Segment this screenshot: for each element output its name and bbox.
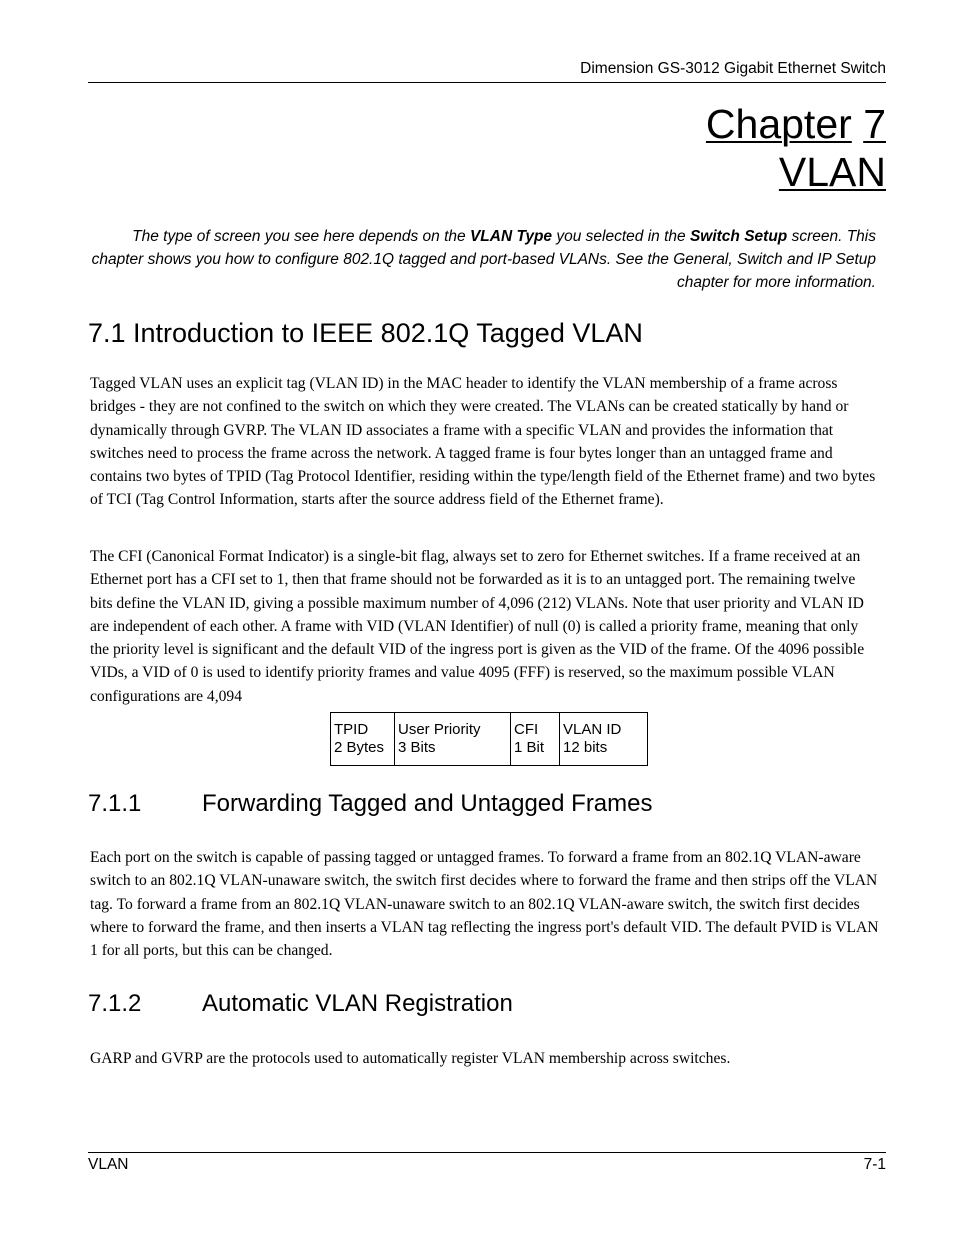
- section-number: 7.1.1: [88, 790, 142, 817]
- table-cell-user-priority: [395, 713, 511, 766]
- chapter-number: 7: [863, 101, 886, 147]
- cell-size: 3 Bits: [398, 739, 436, 756]
- cell-label: VLAN ID: [563, 721, 622, 738]
- section-title: Automatic VLAN Registration: [202, 990, 513, 1017]
- chapter-name: VLAN: [778, 149, 886, 195]
- section-7-1-2-paragraph: GARP and GVRP are the protocols used to automatically register VLAN membership across switches.: [90, 1050, 731, 1067]
- footer-rule: [88, 1152, 886, 1153]
- chapter-name-line: [706, 148, 886, 196]
- chapter-intro: [88, 225, 876, 294]
- section-heading-7-1-2: [88, 990, 513, 1018]
- section-title: Forwarding Tagged and Untagged Frames: [202, 790, 653, 817]
- chapter-title: [706, 100, 886, 196]
- cell-size: 2 Bytes: [334, 739, 385, 756]
- intro-text-1: The type of screen you see here depends on the: [132, 228, 470, 245]
- cell-size: 12 bits: [563, 739, 608, 756]
- cell-label: User Priority: [398, 721, 481, 738]
- table-cell-tpid: [331, 713, 395, 766]
- footer-chapter-name: VLAN: [88, 1156, 129, 1173]
- intro-bold-switch-setup: Switch Setup: [689, 228, 788, 245]
- vlan-tag-format-table: [330, 712, 648, 766]
- table-cell-vlan-id: [560, 713, 648, 766]
- footer-page-number: 7-1: [863, 1156, 886, 1173]
- section-7-1-paragraph-2: The CFI (Canonical Format Indicator) is a single-bit flag, always set to zero for Ethernet switches. If a frame received at an Ethernet port has a CFI set to 1, then that frame should not be forwarded as it is to an untagged port. The remaining twelve bits define the VLAN ID, giving a possible maximum number of 4,096 (212) VLANs. Note that user priority and VLAN ID are independent of each other. A frame with VID (VLAN Identifier) of null (0) is called a priority frame, meaning that only the priority level is significant and the default VID of the ingress port is given as the VID of the frame. Of the 4096 possible VIDs, a VID of 0 is used to identify priority frames and value 4095 (FFF) is reserved, so the maximum possible VLAN configurations are 4,094: [90, 548, 865, 705]
- section-heading-7-1: 7.1 Introduction to IEEE 802.1Q Tagged VLAN: [88, 318, 643, 348]
- cell-label: CFI: [514, 721, 539, 738]
- section-number: 7.1.2: [88, 990, 142, 1017]
- running-header: Dimension GS-3012 Gigabit Ethernet Switch: [580, 60, 886, 77]
- table-cell-cfi: [511, 713, 560, 766]
- cell-size: 1 Bit: [514, 739, 545, 756]
- intro-bold-vlan-type: VLAN Type: [469, 228, 553, 245]
- intro-text-2: you selected in the: [552, 228, 690, 245]
- table-row: [331, 713, 648, 766]
- chapter-label-line: [706, 100, 886, 148]
- header-rule: [88, 82, 886, 83]
- chapter-label: Chapter: [705, 101, 852, 147]
- intro-text-3: screen. This chapter shows you how to configure 802.1Q tagged and port-based VLANs. See the General, Switch and IP Setup chapter for more information.: [91, 228, 876, 291]
- cell-label: TPID: [334, 721, 369, 738]
- section-heading-7-1-1: [88, 790, 653, 818]
- section-7-1-1-paragraph: Each port on the switch is capable of passing tagged or untagged frames. To forward a frame from an 802.1Q VLAN-aware switch to an 802.1Q VLAN-unaware switch, the switch first decides where to forward the frame and then strips off the VLAN tag. To forward a frame from an 802.1Q VLAN-unaware switch to an 802.1Q VLAN-aware switch, the switch first decides where to forward the frame, and then inserts a VLAN tag reflecting the ingress port's default VID. The default PVID is VLAN 1 for all ports, but this can be changed.: [90, 849, 879, 960]
- section-7-1-paragraph-1: Tagged VLAN uses an explicit tag (VLAN ID) in the MAC header to identify the VLAN membership of a frame across bridges - they are not confined to the switch on which they were created. The VLANs can be created statically by hand or dynamically through GVRP. The VLAN ID associates a frame with a specific VLAN and provides the information that switches need to process the frame across the network. A tagged frame is four bytes longer than an untagged frame and contains two bytes of TPID (Tag Protocol Identifier, residing within the type/length field of the Ethernet frame) and two bytes of TCI (Tag Control Information, starts after the source address field of the Ethernet frame).: [90, 375, 876, 509]
